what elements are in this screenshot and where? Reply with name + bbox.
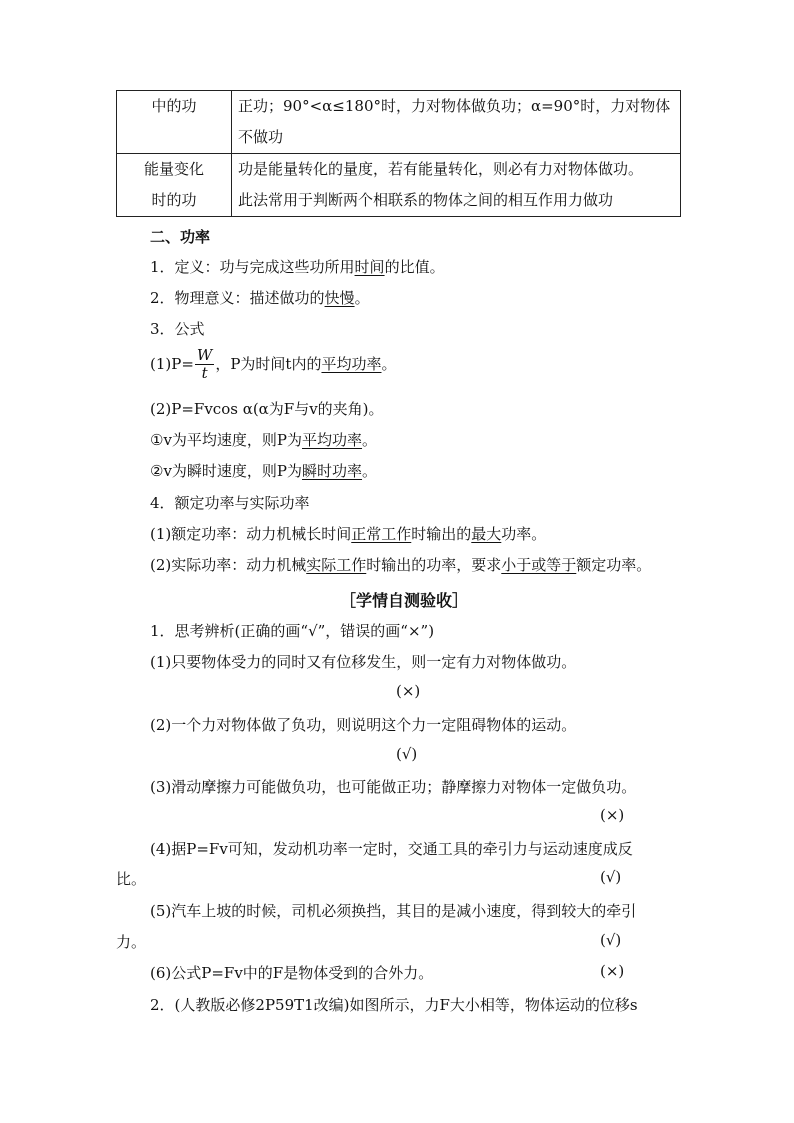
definition: 1．定义：功与完成这些功所用时间的比值。 (150, 258, 445, 276)
answer-2: (√) (396, 745, 418, 763)
answer-1: (×) (396, 682, 421, 700)
rated-power: (1)额定功率：动力机械长时间正常工作时输出的最大功率。 (150, 525, 547, 543)
question-2: 2．(人教版必修2P59T1改编)如图所示，力F大小相等，物体运动的位移s (150, 996, 638, 1014)
formula-heading: 3．公式 (150, 320, 205, 338)
question-1: 1．思考辨析(正确的画“√”，错误的画“×”) (150, 622, 435, 640)
formula-1: (1)P= $\frac{W}{t}$ ，P为时间t内的平均功率。 (150, 346, 397, 383)
row-label: 中的功 (117, 91, 232, 154)
actual-power: (2)实际功率：动力机械实际工作时输出的功率，要求小于或等于额定功率。 (150, 556, 652, 574)
section-heading: 二、功率 (150, 228, 211, 246)
item-3: (3)滑动摩擦力可能做负功，也可能做正功；静摩擦力对物体一定做负功。 (150, 778, 637, 796)
item-4: (4)据P=Fv可知，发动机功率一定时，交通工具的牵引力与运动速度成反 (150, 840, 633, 858)
item-5-cont: 力。 (116, 933, 147, 951)
row-text: 正功；90°<α≤180°时，力对物体做负功；α=90°时，力对物体 不做功 (232, 91, 681, 154)
formula-2a: ①v为平均速度，则P为平均功率。 (150, 431, 378, 449)
answer-3: (×) (600, 806, 625, 824)
answer-4: (√) (600, 868, 622, 886)
self-check-title: ［学情自测验收］ (340, 591, 469, 610)
item-2: (2)一个力对物体做了负功，则说明这个力一定阻碍物体的运动。 (150, 716, 577, 734)
item-6: (6)公式P=Fv中的F是物体受到的合外力。 (150, 964, 434, 982)
answer-5: (√) (600, 931, 622, 949)
table-row (117, 91, 681, 154)
work-table (116, 90, 681, 217)
formula-2b: ②v为瞬时速度，则P为瞬时功率。 (150, 462, 378, 480)
physical-meaning: 2．物理意义：描述做功的快慢。 (150, 289, 370, 307)
fraction: $\frac{W}{t}$ (196, 346, 213, 383)
answer-6: (×) (600, 962, 625, 980)
row-label: 能量变化 时的功 (117, 154, 232, 217)
row-text: 功是能量转化的量度，若有能量转化，则必有力对物体做功。 此法常用于判断两个相联系的物体之间的相互作用力做功 (232, 154, 681, 217)
item-5: (5)汽车上坡的时候，司机必须换挡，其目的是减小速度，得到较大的牵引 (150, 902, 637, 920)
rated-heading: 4．额定功率与实际功率 (150, 494, 310, 512)
item-1: (1)只要物体受力的同时又有位移发生，则一定有力对物体做功。 (150, 653, 577, 671)
formula-2: (2)P=Fvcos α(α为F与v的夹角)。 (150, 400, 384, 418)
table-row (117, 154, 681, 217)
item-4-cont: 比。 (116, 870, 147, 888)
